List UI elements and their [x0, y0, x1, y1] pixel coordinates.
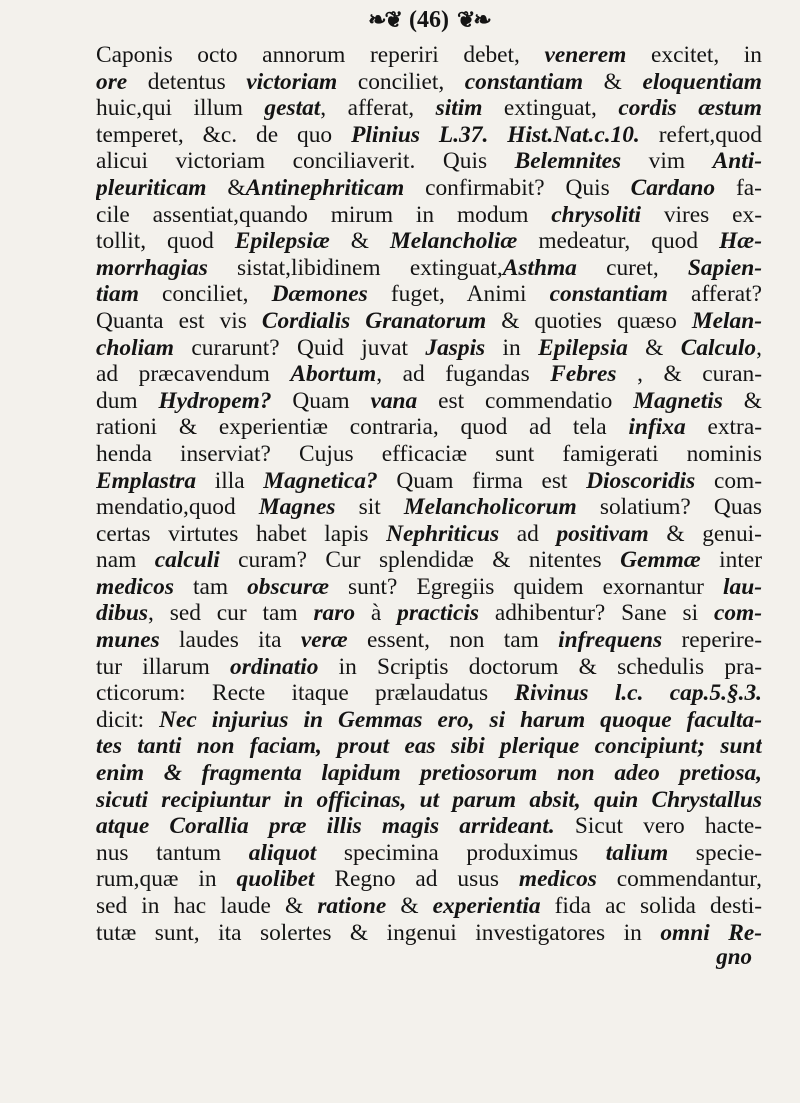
text-line: atque Corallia præ illis magis arrideant. Sicut vero hacte- [96, 813, 762, 840]
text-line: rationi & experientiæ contraria, quod ad tela infixa extra- [96, 414, 762, 441]
text-line: tiam conciliet, Dæmones fuget, Animi constantiam afferat? [96, 281, 762, 308]
text-line: sicuti recipiuntur in officinas, ut parum absit, quin Chrystallus [96, 786, 762, 813]
text-line: certas virtutes habet lapis Nephriticus ad positivam & genui- [96, 520, 762, 547]
page-header [96, 0, 762, 40]
text-line: alicui victoriam conciliaverit. Quis Belemnites vim Anti- [96, 148, 762, 175]
text-line: tur illarum ordinatio in Scriptis doctorum & schedulis pra- [96, 653, 762, 680]
text-line: sed in hac laude & ratione & experientia fida ac solida desti- [96, 893, 762, 919]
text-line: enim & fragmenta lapidum pretiosorum non adeo pretiosa, [96, 760, 762, 787]
text-line: Quanta est vis Cordialis Granatorum & quoties quæso Melan- [96, 307, 762, 334]
text-line: cticorum: Recte itaque prælaudatus Rivinus l.c. cap.5.§.3. [96, 680, 762, 707]
text-line: rum,quæ in quolibet Regno ad usus medicos commendantur, [96, 866, 762, 893]
text-line: dum Hydropem? Quam vana est commendatio Magnetis & [96, 387, 762, 414]
text-line: pleuriticam &Antinephriticam confirmabit? Quis Cardano fa- [96, 174, 762, 201]
right-ornament: ❦❧ [456, 7, 490, 32]
text-line: nam calculi curam? Cur splendidæ & nitentes Gemmæ inter [96, 547, 762, 574]
text-line: mendatio,quod Magnes sit Melancholicorum solatium? Quas [96, 494, 762, 521]
text-line: Emplastra illa Magnetica? Quam firma est Dioscoridis com- [96, 467, 762, 494]
left-ornament: ❧❦ [368, 7, 401, 32]
body-text [96, 42, 762, 946]
text-line: nus tantum aliquot specimina produximus talium specie- [96, 839, 762, 866]
text-line: tutæ sunt, ita solertes & ingenui investigatores in omni Re- [96, 919, 762, 946]
text-line: morrhagias sistat,libidinem extinguat,Asthma curet, Sapien- [96, 254, 762, 281]
text-line: temperet, &c. de quo Plinius L.37. Hist.Nat.c.10. refert,quod [96, 121, 762, 148]
text-line: dibus, sed cur tam raro à practicis adhibentur? Sane si com- [96, 600, 762, 627]
text-line: ad præcavendum Abortum, ad fugandas Febres , & curan- [96, 361, 762, 388]
text-line: ore detentus victoriam conciliet, constantiam & eloquentiam [96, 68, 762, 95]
text-line: dicit: Nec injurius in Gemmas ero, si harum quoque faculta- [96, 706, 762, 733]
text-line: medicos tam obscuræ sunt? Egregiis quidem exornantur lau- [96, 573, 762, 600]
text-line: henda inserviat? Cujus efficaciæ sunt famigerati nominis [96, 440, 762, 467]
catchword: gno [716, 944, 752, 970]
text-line: Caponis octo annorum reperiri debet, venerem excitet, in [96, 42, 762, 68]
text-line: choliam curarunt? Quid juvat Jaspis in Epilepsia & Calculo, [96, 334, 762, 361]
text-line: cile assentiat,quando mirum in modum chrysoliti vires ex- [96, 201, 762, 228]
text-line: huic,qui illum gestat, afferat, sitim extinguat, cordis æstum [96, 95, 762, 122]
text-line: tes tanti non faciam, prout eas sibi plerique concipiunt; sunt [96, 733, 762, 760]
text-line: tollit, quod Epilepsiæ & Melancholiæ medeatur, quod Hæ- [96, 228, 762, 255]
page-number: (46) [409, 6, 449, 33]
text-line: munes laudes ita veræ essent, non tam infrequens reperire- [96, 627, 762, 654]
